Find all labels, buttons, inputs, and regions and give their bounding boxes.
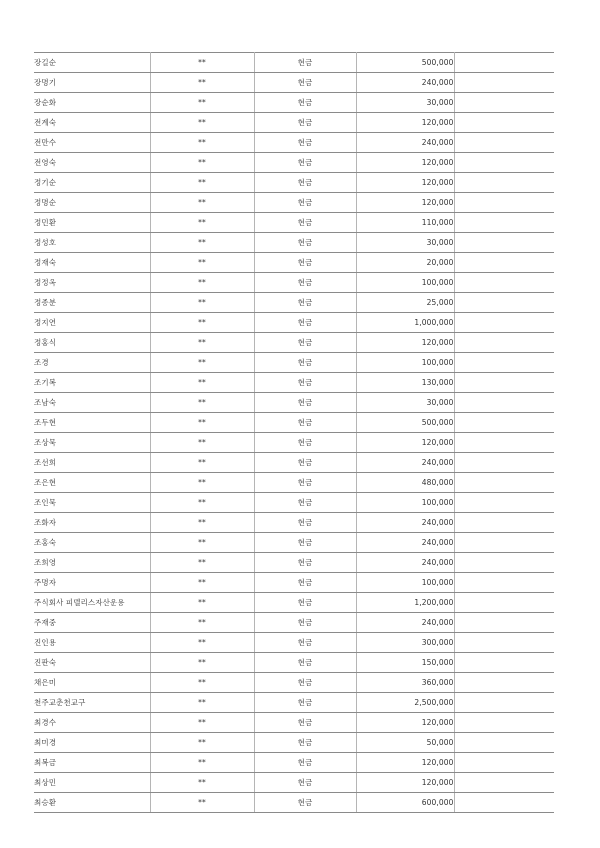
masked-id-cell: ** <box>150 553 254 573</box>
table-row <box>34 473 554 493</box>
table-row <box>34 673 554 693</box>
note-cell <box>454 573 554 593</box>
masked-id-cell: ** <box>150 153 254 173</box>
amount-cell: 240,000 <box>356 553 454 573</box>
note-cell <box>454 733 554 753</box>
note-cell <box>454 153 554 173</box>
donor-name-cell: 조희영 <box>34 553 150 573</box>
table-row <box>34 153 554 173</box>
note-cell <box>454 193 554 213</box>
note-cell <box>454 93 554 113</box>
payment-method-cell: 현금 <box>254 773 356 793</box>
table-row <box>34 73 554 93</box>
payment-method-cell: 현금 <box>254 213 356 233</box>
donor-name-cell: 정기순 <box>34 173 150 193</box>
amount-cell: 2,500,000 <box>356 693 454 713</box>
table-row <box>34 233 554 253</box>
table-row <box>34 593 554 613</box>
masked-id-cell: ** <box>150 613 254 633</box>
note-cell <box>454 513 554 533</box>
masked-id-cell: ** <box>150 233 254 253</box>
payment-method-cell: 현금 <box>254 433 356 453</box>
table-row <box>34 533 554 553</box>
note-cell <box>454 353 554 373</box>
amount-cell: 600,000 <box>356 793 454 813</box>
masked-id-cell: ** <box>150 753 254 773</box>
masked-id-cell: ** <box>150 453 254 473</box>
note-cell <box>454 73 554 93</box>
amount-cell: 1,200,000 <box>356 593 454 613</box>
table-row <box>34 713 554 733</box>
masked-id-cell: ** <box>150 673 254 693</box>
amount-cell: 500,000 <box>356 413 454 433</box>
masked-id-cell: ** <box>150 373 254 393</box>
table-row <box>34 433 554 453</box>
donor-name-cell: 주재중 <box>34 613 150 633</box>
donor-name-cell: 정성호 <box>34 233 150 253</box>
table-row <box>34 573 554 593</box>
amount-cell: 360,000 <box>356 673 454 693</box>
payment-method-cell: 현금 <box>254 193 356 213</box>
payment-method-cell: 현금 <box>254 493 356 513</box>
amount-cell: 120,000 <box>356 753 454 773</box>
masked-id-cell: ** <box>150 173 254 193</box>
donation-ledger-page <box>34 52 554 813</box>
payment-method-cell: 현금 <box>254 293 356 313</box>
note-cell <box>454 253 554 273</box>
donor-name-cell: 최경수 <box>34 713 150 733</box>
note-cell <box>454 313 554 333</box>
amount-cell: 100,000 <box>356 493 454 513</box>
donor-name-cell: 주명자 <box>34 573 150 593</box>
table-row <box>34 113 554 133</box>
amount-cell: 150,000 <box>356 653 454 673</box>
note-cell <box>454 713 554 733</box>
amount-cell: 120,000 <box>356 173 454 193</box>
note-cell <box>454 693 554 713</box>
note-cell <box>454 233 554 253</box>
donor-name-cell: 조남숙 <box>34 393 150 413</box>
table-row <box>34 693 554 713</box>
table-row <box>34 333 554 353</box>
table-row <box>34 453 554 473</box>
note-cell <box>454 753 554 773</box>
table-row <box>34 633 554 653</box>
payment-method-cell: 현금 <box>254 673 356 693</box>
payment-method-cell: 현금 <box>254 453 356 473</box>
note-cell <box>454 493 554 513</box>
masked-id-cell: ** <box>150 113 254 133</box>
note-cell <box>454 393 554 413</box>
payment-method-cell: 현금 <box>254 793 356 813</box>
donor-name-cell: 채은미 <box>34 673 150 693</box>
donor-name-cell: 조두현 <box>34 413 150 433</box>
payment-method-cell: 현금 <box>254 73 356 93</box>
donor-name-cell: 진판숙 <box>34 653 150 673</box>
amount-cell: 100,000 <box>356 273 454 293</box>
donor-name-cell: 조상묵 <box>34 433 150 453</box>
donor-name-cell: 조기복 <box>34 373 150 393</box>
payment-method-cell: 현금 <box>254 353 356 373</box>
table-row <box>34 753 554 773</box>
table-row <box>34 653 554 673</box>
payment-method-cell: 현금 <box>254 153 356 173</box>
table-row <box>34 213 554 233</box>
table-row <box>34 513 554 533</box>
donor-name-cell: 전만수 <box>34 133 150 153</box>
payment-method-cell: 현금 <box>254 553 356 573</box>
amount-cell: 300,000 <box>356 633 454 653</box>
table-row <box>34 273 554 293</box>
payment-method-cell: 현금 <box>254 573 356 593</box>
note-cell <box>454 533 554 553</box>
table-row <box>34 373 554 393</box>
amount-cell: 240,000 <box>356 453 454 473</box>
amount-cell: 30,000 <box>356 233 454 253</box>
payment-method-cell: 현금 <box>254 393 356 413</box>
payment-method-cell: 현금 <box>254 513 356 533</box>
payment-method-cell: 현금 <box>254 613 356 633</box>
payment-method-cell: 현금 <box>254 313 356 333</box>
donor-name-cell: 정정옥 <box>34 273 150 293</box>
payment-method-cell: 현금 <box>254 133 356 153</box>
table-row <box>34 293 554 313</box>
table-row <box>34 493 554 513</box>
masked-id-cell: ** <box>150 713 254 733</box>
masked-id-cell: ** <box>150 773 254 793</box>
masked-id-cell: ** <box>150 413 254 433</box>
masked-id-cell: ** <box>150 353 254 373</box>
donor-name-cell: 진인용 <box>34 633 150 653</box>
donor-name-cell: 정명순 <box>34 193 150 213</box>
masked-id-cell: ** <box>150 313 254 333</box>
donation-table <box>34 52 554 813</box>
payment-method-cell: 현금 <box>254 653 356 673</box>
table-row <box>34 733 554 753</box>
masked-id-cell: ** <box>150 793 254 813</box>
note-cell <box>454 653 554 673</box>
donor-name-cell: 조선희 <box>34 453 150 473</box>
donor-name-cell: 장길순 <box>34 53 150 73</box>
amount-cell: 130,000 <box>356 373 454 393</box>
note-cell <box>454 333 554 353</box>
table-row <box>34 313 554 333</box>
table-row <box>34 93 554 113</box>
masked-id-cell: ** <box>150 733 254 753</box>
donor-name-cell: 정재숙 <box>34 253 150 273</box>
note-cell <box>454 473 554 493</box>
amount-cell: 240,000 <box>356 533 454 553</box>
note-cell <box>454 113 554 133</box>
donor-name-cell: 전영숙 <box>34 153 150 173</box>
amount-cell: 30,000 <box>356 93 454 113</box>
masked-id-cell: ** <box>150 593 254 613</box>
masked-id-cell: ** <box>150 693 254 713</box>
payment-method-cell: 현금 <box>254 633 356 653</box>
note-cell <box>454 793 554 813</box>
masked-id-cell: ** <box>150 333 254 353</box>
masked-id-cell: ** <box>150 653 254 673</box>
donor-name-cell: 정종분 <box>34 293 150 313</box>
payment-method-cell: 현금 <box>254 253 356 273</box>
note-cell <box>454 673 554 693</box>
table-row <box>34 253 554 273</box>
donation-table-body <box>34 53 554 813</box>
table-row <box>34 173 554 193</box>
table-row <box>34 393 554 413</box>
payment-method-cell: 현금 <box>254 93 356 113</box>
note-cell <box>454 133 554 153</box>
note-cell <box>454 53 554 73</box>
masked-id-cell: ** <box>150 73 254 93</box>
amount-cell: 240,000 <box>356 613 454 633</box>
amount-cell: 1,000,000 <box>356 313 454 333</box>
masked-id-cell: ** <box>150 133 254 153</box>
masked-id-cell: ** <box>150 193 254 213</box>
amount-cell: 120,000 <box>356 333 454 353</box>
amount-cell: 120,000 <box>356 773 454 793</box>
donor-name-cell: 조홍숙 <box>34 533 150 553</box>
payment-method-cell: 현금 <box>254 233 356 253</box>
payment-method-cell: 현금 <box>254 593 356 613</box>
amount-cell: 100,000 <box>356 573 454 593</box>
amount-cell: 240,000 <box>356 513 454 533</box>
amount-cell: 500,000 <box>356 53 454 73</box>
table-row <box>34 613 554 633</box>
donor-name-cell: 조화자 <box>34 513 150 533</box>
amount-cell: 25,000 <box>356 293 454 313</box>
masked-id-cell: ** <box>150 93 254 113</box>
amount-cell: 50,000 <box>356 733 454 753</box>
masked-id-cell: ** <box>150 473 254 493</box>
donor-name-cell: 장순화 <box>34 93 150 113</box>
amount-cell: 120,000 <box>356 433 454 453</box>
masked-id-cell: ** <box>150 213 254 233</box>
donor-name-cell: 정민환 <box>34 213 150 233</box>
masked-id-cell: ** <box>150 573 254 593</box>
payment-method-cell: 현금 <box>254 473 356 493</box>
amount-cell: 120,000 <box>356 713 454 733</box>
donor-name-cell: 정홍식 <box>34 333 150 353</box>
table-row <box>34 773 554 793</box>
payment-method-cell: 현금 <box>254 733 356 753</box>
note-cell <box>454 173 554 193</box>
note-cell <box>454 273 554 293</box>
table-row <box>34 193 554 213</box>
masked-id-cell: ** <box>150 433 254 453</box>
donor-name-cell: 최미경 <box>34 733 150 753</box>
donor-name-cell: 최승환 <box>34 793 150 813</box>
amount-cell: 120,000 <box>356 113 454 133</box>
payment-method-cell: 현금 <box>254 373 356 393</box>
donor-name-cell: 조경 <box>34 353 150 373</box>
note-cell <box>454 633 554 653</box>
donor-name-cell: 천주교춘천교구 <box>34 693 150 713</box>
note-cell <box>454 553 554 573</box>
donor-name-cell: 조은현 <box>34 473 150 493</box>
payment-method-cell: 현금 <box>254 713 356 733</box>
amount-cell: 120,000 <box>356 193 454 213</box>
table-row <box>34 53 554 73</box>
note-cell <box>454 413 554 433</box>
donor-name-cell: 조인묵 <box>34 493 150 513</box>
table-row <box>34 793 554 813</box>
payment-method-cell: 현금 <box>254 173 356 193</box>
amount-cell: 240,000 <box>356 133 454 153</box>
payment-method-cell: 현금 <box>254 53 356 73</box>
donor-name-cell: 장명기 <box>34 73 150 93</box>
masked-id-cell: ** <box>150 633 254 653</box>
donor-name-cell: 주식회사 피델리스자산운용 <box>34 593 150 613</box>
note-cell <box>454 433 554 453</box>
note-cell <box>454 453 554 473</box>
note-cell <box>454 613 554 633</box>
donor-name-cell: 최상민 <box>34 773 150 793</box>
masked-id-cell: ** <box>150 533 254 553</box>
note-cell <box>454 213 554 233</box>
masked-id-cell: ** <box>150 253 254 273</box>
amount-cell: 30,000 <box>356 393 454 413</box>
masked-id-cell: ** <box>150 513 254 533</box>
donor-name-cell: 정지연 <box>34 313 150 333</box>
donor-name-cell: 최복금 <box>34 753 150 773</box>
amount-cell: 240,000 <box>356 73 454 93</box>
masked-id-cell: ** <box>150 493 254 513</box>
payment-method-cell: 현금 <box>254 533 356 553</box>
payment-method-cell: 현금 <box>254 273 356 293</box>
masked-id-cell: ** <box>150 53 254 73</box>
payment-method-cell: 현금 <box>254 113 356 133</box>
payment-method-cell: 현금 <box>254 413 356 433</box>
payment-method-cell: 현금 <box>254 333 356 353</box>
amount-cell: 480,000 <box>356 473 454 493</box>
table-row <box>34 133 554 153</box>
donor-name-cell: 전계숙 <box>34 113 150 133</box>
amount-cell: 110,000 <box>356 213 454 233</box>
note-cell <box>454 773 554 793</box>
table-row <box>34 353 554 373</box>
masked-id-cell: ** <box>150 393 254 413</box>
amount-cell: 100,000 <box>356 353 454 373</box>
note-cell <box>454 593 554 613</box>
table-row <box>34 413 554 433</box>
amount-cell: 120,000 <box>356 153 454 173</box>
amount-cell: 20,000 <box>356 253 454 273</box>
payment-method-cell: 현금 <box>254 753 356 773</box>
note-cell <box>454 373 554 393</box>
masked-id-cell: ** <box>150 293 254 313</box>
note-cell <box>454 293 554 313</box>
masked-id-cell: ** <box>150 273 254 293</box>
payment-method-cell: 현금 <box>254 693 356 713</box>
table-row <box>34 553 554 573</box>
